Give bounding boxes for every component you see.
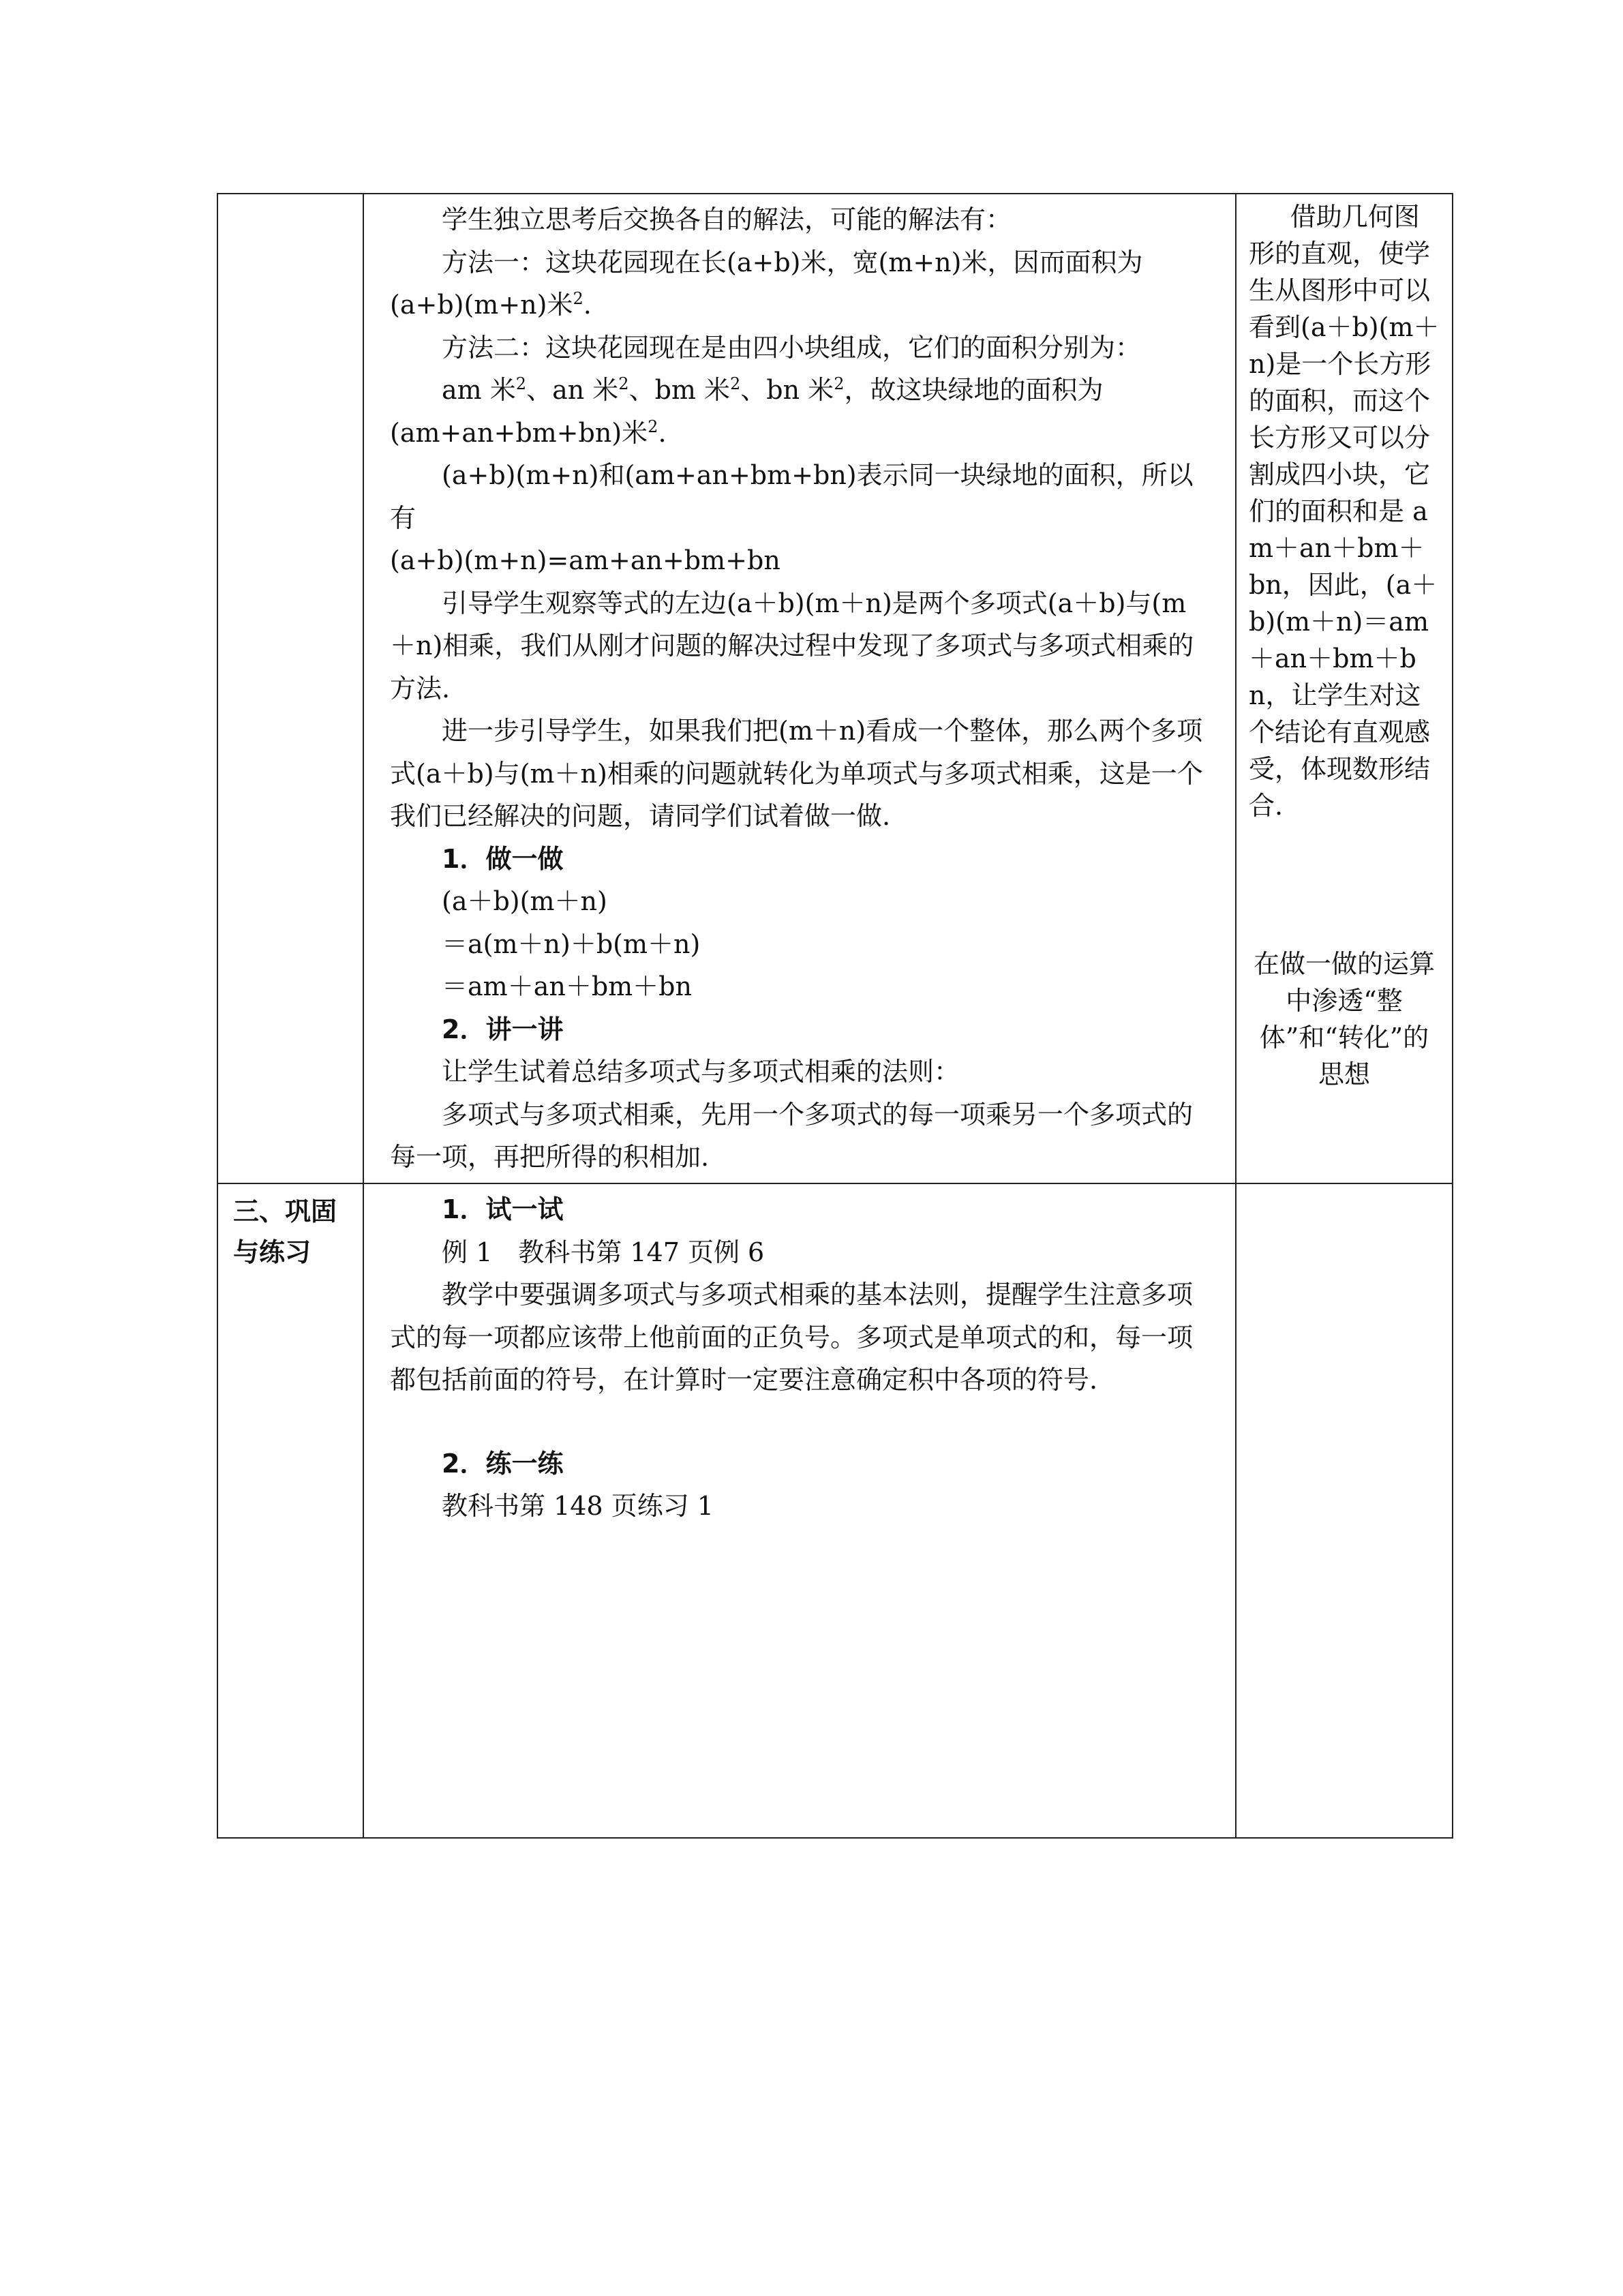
paragraph: 教科书第 148 页练习 1 [442, 1491, 714, 1521]
superscript: 2 [573, 289, 583, 308]
paragraph: 例 1 教科书第 147 页例 6 [442, 1237, 765, 1267]
spacer [390, 1402, 1211, 1442]
expression: 、bn 米 [740, 375, 834, 405]
design-note: 在做一做的运算中渗透“整体”和“转化”的思想 [1253, 949, 1435, 1089]
expression: (a+b)(m+n)米 [390, 290, 573, 320]
content-cell [363, 1183, 1236, 1838]
stage-cell [217, 1183, 363, 1838]
section-heading: 2．练一练 [442, 1448, 564, 1479]
paragraph: 学生独立思考后交换各自的解法，可能的解法有： [442, 205, 1012, 235]
punctuation: . [583, 290, 592, 320]
text: ，故这块绿地的面积为 [844, 375, 1104, 405]
paragraph: 教学中要强调多项式与多项式相乘的基本法则，提醒学生注意多项式的每一项都应该带上他前面的正负号。多项式是单项式的和，每一项都包括前面的符号，在计算时一定要注意确定积中各项的符号. [390, 1280, 1194, 1395]
equation-line: (a＋b)(m＋n) [442, 886, 607, 916]
paragraph: 多项式与多项式相乘，先用一个多项式的每一项乘另一个多项式的每一项，再把所得的积相加. [390, 1099, 1194, 1172]
paragraph [390, 284, 1211, 327]
table-row [217, 194, 1453, 1183]
paragraph: 让学生试着总结多项式与多项式相乘的法则： [442, 1057, 960, 1087]
lesson-plan-table [217, 193, 1453, 1839]
paragraph: 引导学生观察等式的左边(a＋b)(m＋n)是两个多项式(a＋b)与(m＋n)相乘，我们从刚才问题的解决过程中发现了多项式与多项式相乘的方法. [390, 588, 1194, 704]
table-row [217, 1183, 1453, 1838]
paragraph: 进一步引导学生，如果我们把(m＋n)看成一个整体，那么两个多项式(a＋b)与(m＋n)相乘的问题就转化为单项式与多项式相乘，这是一个我们已经解决的问题，请同学们试着做一做. [390, 716, 1203, 831]
expression: am 米 [442, 375, 516, 405]
equation-line: ＝am＋an＋bm＋bn [442, 971, 692, 1001]
superscript: 2 [515, 374, 527, 393]
superscript: 2 [648, 417, 658, 436]
superscript: 2 [834, 374, 845, 393]
punctuation: . [658, 417, 667, 448]
expression: 、bm 米 [628, 375, 731, 405]
expression: (am+an+bm+bn)米 [390, 417, 648, 448]
expression: 、an 米 [526, 375, 619, 405]
section-heading: 1．做一做 [442, 843, 564, 874]
equation-line: ＝a(m＋n)＋b(m＋n) [442, 928, 701, 959]
paragraph: 方法二：这块花园现在是由四小块组成，它们的面积分别为： [442, 332, 1142, 363]
note-cell [1236, 194, 1453, 1183]
spacer [1249, 824, 1440, 946]
stage-cell [217, 194, 363, 1183]
paragraph [390, 369, 1211, 412]
superscript: 2 [618, 374, 629, 393]
paragraph: 方法一：这块花园现在长(a+b)米，宽(m+n)米，因而面积为 [442, 247, 1143, 277]
section-heading: 1．试一试 [442, 1194, 564, 1224]
paragraph: (a+b)(m+n)和(am+an+bm+bn)表示同一块绿地的面积，所以有 [390, 460, 1194, 533]
paragraph [390, 412, 1211, 455]
paragraph: (a+b)(m+n)=am+an+bm+bn [390, 545, 780, 575]
superscript: 2 [730, 374, 741, 393]
design-note: 借助几何图形的直观，使学生从图形中可以看到(a＋b)(m＋n)是一个长方形的面积，而这个长方形又可以分割成四小块，它们的面积和是 am＋an＋bm＋bn，因此，(a＋b)(m＋n)＝am＋an＋bm＋bn，让学生对这个结论有直观感受，体现数形结合. [1249, 202, 1440, 821]
note-cell [1236, 1183, 1453, 1838]
stage-label: 三、巩固与练习 [233, 1196, 337, 1267]
content-cell [363, 194, 1236, 1183]
section-heading: 2．讲一讲 [442, 1014, 564, 1044]
